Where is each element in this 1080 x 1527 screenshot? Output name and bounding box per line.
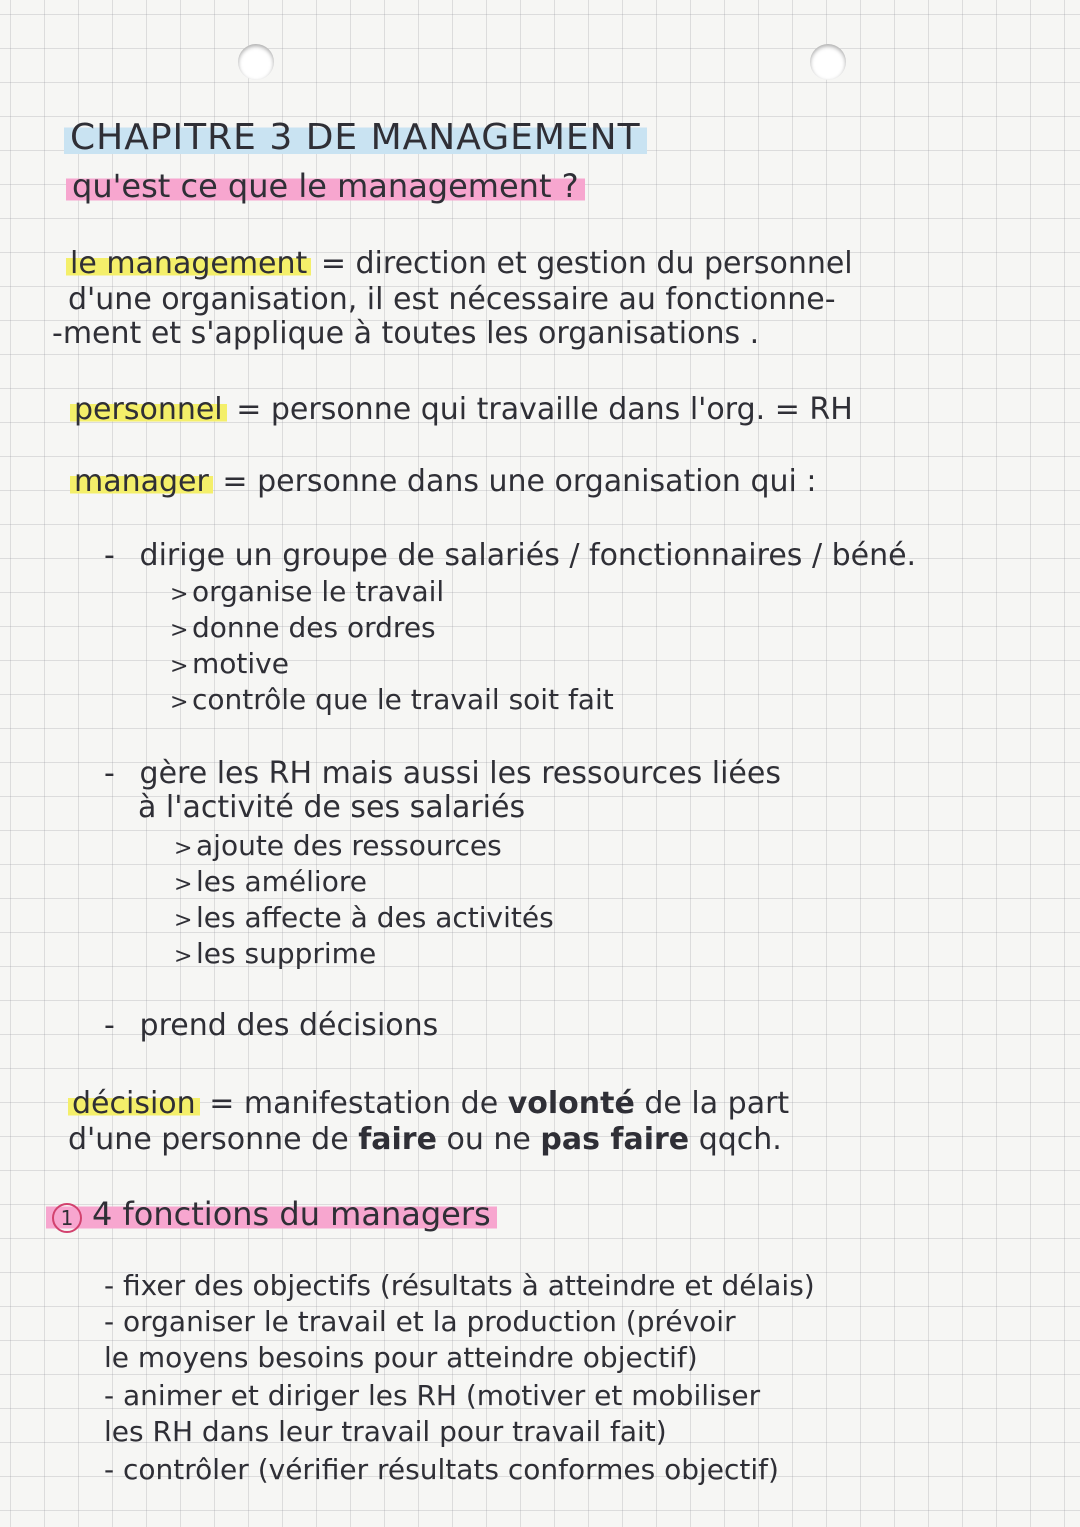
dash-marker: - [104, 756, 115, 791]
question-heading [66, 168, 585, 204]
dirige-bullet [104, 538, 916, 574]
dirige-subitem [170, 574, 444, 613]
gere-item-text: les affecte à des activités [196, 901, 554, 934]
binder-hole-left [238, 44, 274, 80]
decision-definition-line2 [68, 1122, 782, 1158]
gere-subitem [174, 864, 367, 903]
manager-term: manager [70, 464, 213, 499]
decision-text-a: = manifestation de [209, 1086, 499, 1121]
dirige-subitem [170, 682, 614, 721]
gere-subitem [174, 828, 502, 867]
page-title [64, 117, 647, 158]
management-definition-line3 [52, 316, 759, 352]
fonction-line [104, 1452, 779, 1488]
decision-bold-volonte: volonté [507, 1086, 635, 1121]
fonction-line [104, 1304, 736, 1340]
decision-term: décision [68, 1086, 200, 1121]
decision-bold-pas-faire: pas faire [540, 1122, 690, 1157]
title-text: CHAPITRE 3 DE MANAGEMENT [64, 117, 647, 158]
gere-item-text: les supprime [196, 937, 377, 970]
fonction-line [104, 1340, 698, 1376]
binder-hole-right [810, 44, 846, 80]
dirige-item-text: motive [192, 647, 289, 680]
dirige-item-text: organise le travail [192, 575, 445, 608]
gere-text1: gère les RH mais aussi les ressources liées [139, 756, 781, 791]
dash-marker: - [104, 538, 115, 573]
fonction-text: le moyens besoins pour atteindre objectif) [104, 1341, 698, 1374]
manager-definition [70, 464, 817, 500]
fonction-line [104, 1414, 667, 1450]
decision-definition-line1 [68, 1086, 789, 1122]
manager-def-text: = personne dans une organisation qui : [222, 464, 817, 499]
decision-text-d: ou ne [446, 1122, 531, 1157]
arrow-icon: > [174, 908, 193, 933]
fonction-text: les RH dans leur travail pour travail fait) [104, 1415, 667, 1448]
management-definition-line2 [68, 282, 836, 318]
fonction-text: - organiser le travail et la production (prévoir [104, 1305, 736, 1338]
personnel-def-text: = personne qui travaille dans l'org. = RH [236, 392, 853, 427]
section-1-highlight [46, 1195, 497, 1233]
section-1-heading [46, 1196, 497, 1233]
dirige-item-text: donne des ordres [192, 611, 436, 644]
arrow-icon: > [170, 690, 189, 715]
personnel-term: personnel [70, 392, 227, 427]
management-definition-line1 [66, 246, 853, 282]
prend-text: prend des décisions [139, 1008, 439, 1043]
management-def-text3: -ment et s'applique à toutes les organisations . [52, 316, 760, 351]
decision-text-e: qqch. [698, 1122, 782, 1157]
gere-text2: à l'activité de ses salariés [138, 790, 526, 825]
dirige-subitem [170, 646, 289, 685]
fonction-text: - fixer des objectifs (résultats à atteindre et délais) [104, 1269, 815, 1302]
personnel-definition [70, 392, 853, 428]
arrow-icon: > [170, 618, 189, 643]
question-text: qu'est ce que le management ? [66, 167, 585, 205]
arrow-icon: > [174, 944, 193, 969]
fonction-text: - animer et diriger les RH (motiver et mobiliser [104, 1379, 761, 1412]
arrow-icon: > [174, 872, 193, 897]
prend-bullet [104, 1008, 438, 1044]
section-1-title: 4 fonctions du managers [92, 1195, 491, 1233]
section-number: 1 [52, 1203, 82, 1233]
gere-bullet-cont [138, 790, 525, 826]
management-def-text1: = direction et gestion du personnel [320, 246, 853, 281]
decision-text-b: de la part [644, 1086, 790, 1121]
dirige-item-text: contrôle que le travail soit fait [192, 683, 614, 716]
dirige-text: dirige un groupe de salariés / fonctionnaires / béné. [139, 538, 917, 573]
management-term: le management [66, 246, 311, 281]
decision-bold-faire: faire [358, 1122, 437, 1157]
dirige-subitem [170, 610, 436, 649]
fonction-text: - contrôler (vérifier résultats conformes objectif) [104, 1453, 779, 1486]
gere-subitem [174, 900, 554, 939]
arrow-icon: > [170, 654, 189, 679]
gere-subitem [174, 936, 376, 975]
arrow-icon: > [174, 836, 193, 861]
management-def-text2: d'une organisation, il est nécessaire au fonctionne- [68, 282, 836, 317]
arrow-icon: > [170, 582, 189, 607]
dash-marker: - [104, 1008, 115, 1043]
fonction-line [104, 1378, 760, 1414]
decision-text-c: d'une personne de [68, 1122, 349, 1157]
fonction-line [104, 1268, 815, 1304]
gere-item-text: les améliore [196, 865, 367, 898]
gere-bullet [104, 756, 781, 792]
gere-item-text: ajoute des ressources [196, 829, 502, 862]
